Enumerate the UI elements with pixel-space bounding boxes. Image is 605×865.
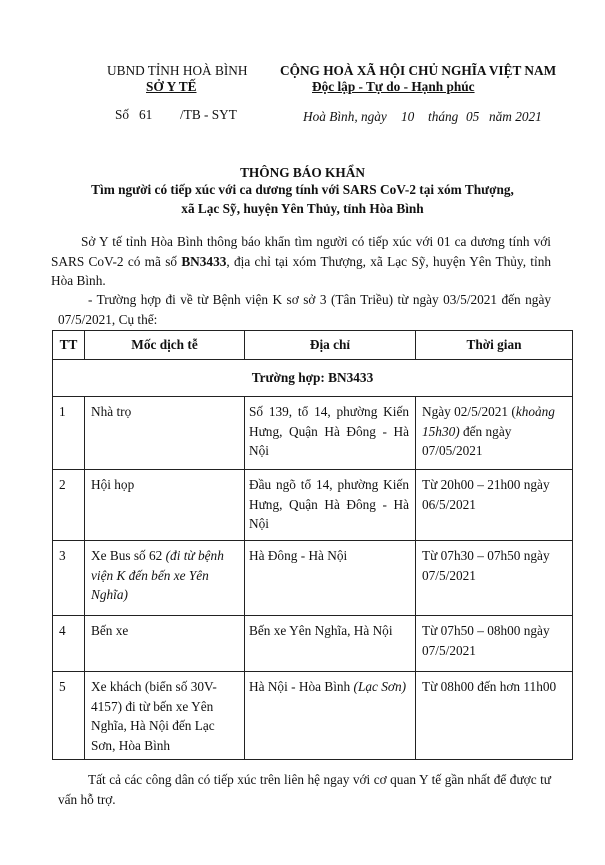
row-time: Ngày 02/5/2021 (khoảng 15h30) đến ngày 07/05/2021 — [416, 397, 573, 470]
table-row — [53, 397, 573, 470]
doc-number-suffix: /TB - SYT — [180, 107, 237, 122]
closing-paragraph: Tất cả các công dân có tiếp xúc trên liên hệ ngay với cơ quan Y tế gần nhất để được tư vấn hỗ trợ. — [58, 772, 551, 807]
doc-number-value: 61 — [139, 107, 153, 122]
table-row — [53, 672, 573, 760]
country-name: CỘNG HOÀ XÃ HỘI CHỦ NGHĨA VIỆT NAM — [280, 63, 557, 78]
row-time: Từ 07h30 – 07h50 ngày 07/5/2021 — [416, 541, 573, 616]
date-day: 10 — [401, 109, 415, 124]
row-time: Từ 20h00 – 21h00 ngày 06/5/2021 — [416, 470, 573, 541]
row-tt: 4 — [53, 616, 85, 672]
row-place: Bến xe — [85, 616, 245, 672]
row-address: Số 139, tổ 14, phường Kiến Hưng, Quận Hà Đông - Hà Nội — [245, 397, 416, 470]
table-group-row — [53, 360, 573, 397]
org-name: UBND TỈNH HOÀ BÌNH — [107, 63, 248, 78]
date-month-label: tháng — [428, 109, 459, 124]
row-tt: 3 — [53, 541, 85, 616]
header-address: Địa chỉ — [245, 331, 416, 360]
table-row — [53, 616, 573, 672]
row-time: Từ 07h50 – 08h00 ngày 07/5/2021 — [416, 616, 573, 672]
row-address: Hà Đông - Hà Nội — [245, 541, 416, 616]
table-header-row — [53, 331, 573, 360]
row-tt: 1 — [53, 397, 85, 470]
date-month: 05 — [466, 109, 480, 124]
row-place: Xe Bus số 62 (đi từ bệnh viện K đến bến xe Yên Nghĩa) — [85, 541, 245, 616]
notice-subtitle-line2: xã Lạc Sỹ, huyện Yên Thủy, tỉnh Hòa Bình — [181, 201, 424, 216]
doc-number-label: Số — [115, 107, 130, 122]
row-place: Hội họp — [85, 470, 245, 541]
row-tt: 5 — [53, 672, 85, 760]
date-year: năm 2021 — [489, 109, 542, 124]
case-label: Trường hợp: BN3433 — [53, 360, 573, 397]
notice-title: THÔNG BÁO KHẨN — [240, 165, 365, 180]
contact-table — [52, 330, 573, 760]
row-address: Hà Nội - Hòa Bình (Lạc Sơn) — [245, 672, 416, 760]
department-name: SỞ Y TẾ — [146, 79, 197, 94]
intro-paragraph: Sở Y tế tỉnh Hòa Bình thông báo khẩn tìm người có tiếp xúc với 01 ca dương tính với SARS CoV-2 có mã số BN3433, địa chỉ tại xóm Thượng, xã Lạc Sỹ, huyện Yên Thủy, tỉnh Hòa Bình. — [51, 234, 551, 288]
header-time: Thời gian — [416, 331, 573, 360]
date-place: Hoà Bình, ngày — [303, 109, 387, 124]
header-tt: TT — [53, 331, 85, 360]
national-motto: Độc lập - Tự do - Hạnh phúc — [312, 79, 475, 94]
row-time: Từ 08h00 đến hơn 11h00 — [416, 672, 573, 760]
table-row — [53, 541, 573, 616]
row-address: Bến xe Yên Nghĩa, Hà Nội — [245, 616, 416, 672]
row-address: Đầu ngõ tổ 14, phường Kiến Hưng, Quận Hà Đông - Hà Nội — [245, 470, 416, 541]
row-tt: 2 — [53, 470, 85, 541]
notice-subtitle-line1: Tìm người có tiếp xúc với ca dương tính với SARS CoV-2 tại xóm Thượng, — [91, 182, 514, 197]
intro-case-paragraph: - Trường hợp đi về từ Bệnh viện K sơ sở 3 (Tân Triều) từ ngày 03/5/2021 đến ngày 07/5/2021, Cụ thể: — [58, 292, 551, 327]
row-place: Xe khách (biển số 30V-4157) đi từ bến xe Yên Nghĩa, Hà Nội đến Lạc Sơn, Hòa Bình — [85, 672, 245, 760]
row-place: Nhà trọ — [85, 397, 245, 470]
table-row — [53, 470, 573, 541]
header-location: Mốc dịch tễ — [85, 331, 245, 360]
